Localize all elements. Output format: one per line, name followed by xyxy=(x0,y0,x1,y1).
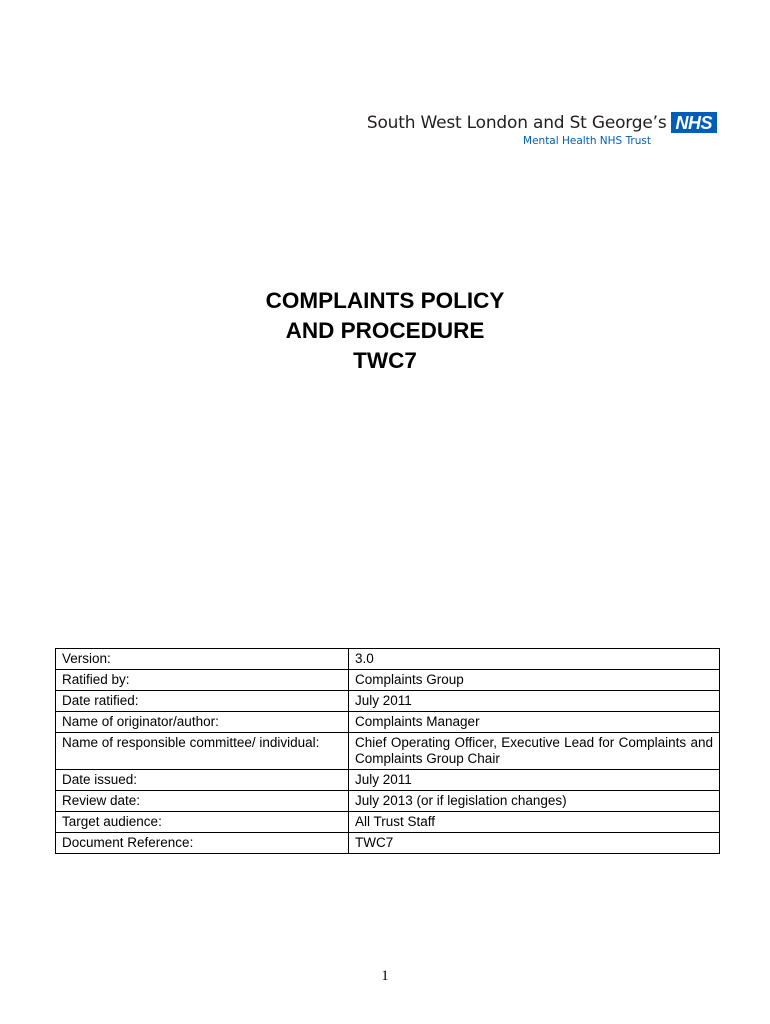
row-value: Chief Operating Officer, Executive Lead for Complaints and Complaints Group Chair xyxy=(349,733,720,770)
row-value: All Trust Staff xyxy=(349,812,720,833)
table-row xyxy=(56,812,720,833)
page-number: 1 xyxy=(381,968,389,984)
row-value: July 2013 (or if legislation changes) xyxy=(349,791,720,812)
row-label: Ratified by: xyxy=(56,670,349,691)
row-label: Target audience: xyxy=(56,812,349,833)
title-line-1: COMPLAINTS POLICY xyxy=(265,288,505,313)
row-value: July 2011 xyxy=(349,770,720,791)
row-value: TWC7 xyxy=(349,833,720,854)
row-label: Document Reference: xyxy=(56,833,349,854)
document-title xyxy=(0,286,770,376)
row-value: Complaints Group xyxy=(349,670,720,691)
trust-name: South West London and St George’s xyxy=(366,112,667,133)
row-label: Date ratified: xyxy=(56,691,349,712)
row-value: July 2011 xyxy=(349,691,720,712)
title-line-3: TWC7 xyxy=(353,348,417,373)
nhs-badge: NHS xyxy=(671,112,717,133)
row-label: Version: xyxy=(56,649,349,670)
trust-subtitle: Mental Health NHS Trust xyxy=(523,135,651,147)
document-info-table xyxy=(55,648,720,854)
row-label: Name of responsible committee/ individual: xyxy=(56,733,349,770)
row-label: Name of originator/author: xyxy=(56,712,349,733)
table-row xyxy=(56,791,720,812)
table-row xyxy=(56,691,720,712)
title-line-2: AND PROCEDURE xyxy=(285,318,485,343)
row-value: Complaints Manager xyxy=(349,712,720,733)
row-label: Date issued: xyxy=(56,770,349,791)
row-label: Review date: xyxy=(56,791,349,812)
row-value: 3.0 xyxy=(349,649,720,670)
table-row xyxy=(56,733,720,770)
table-row xyxy=(56,833,720,854)
table-row xyxy=(56,649,720,670)
table-row xyxy=(56,670,720,691)
trust-logo-line xyxy=(367,112,717,133)
table-row xyxy=(56,712,720,733)
trust-logo xyxy=(367,112,717,147)
table-row xyxy=(56,770,720,791)
